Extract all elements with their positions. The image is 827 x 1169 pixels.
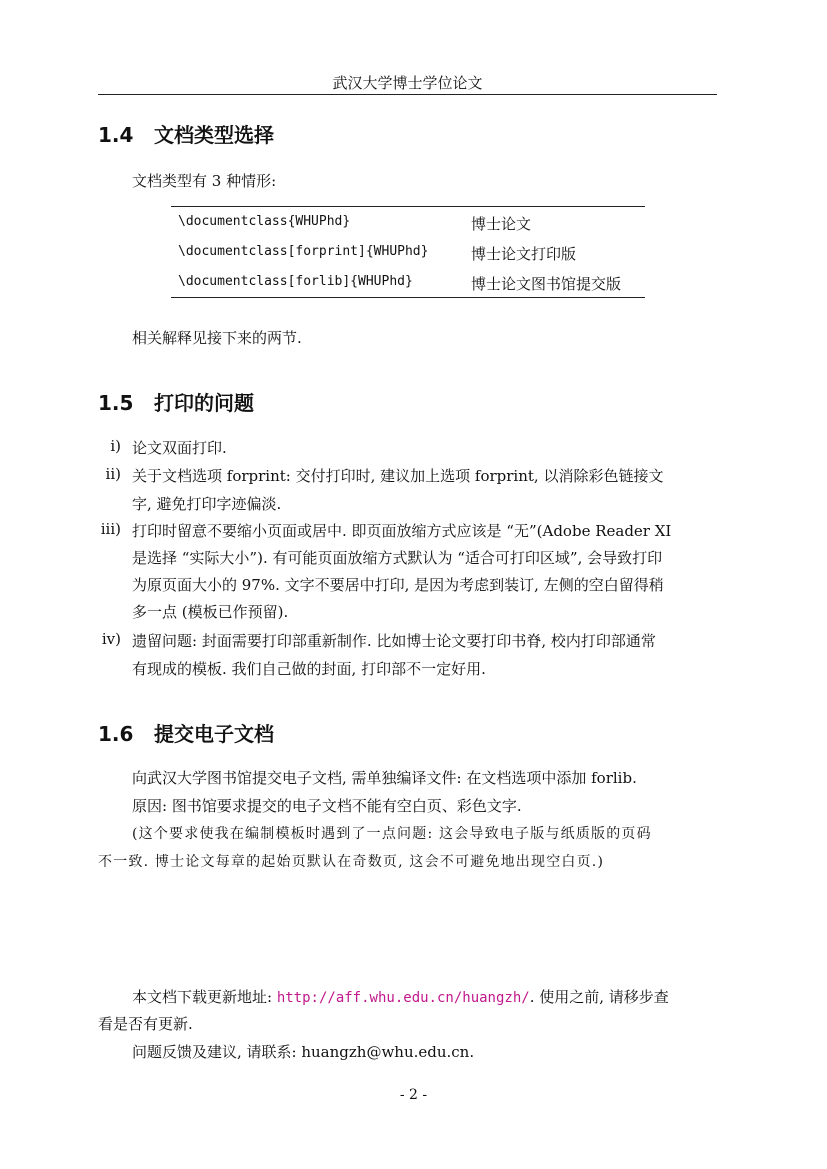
section-number: 1.4 xyxy=(98,123,134,147)
list-item-number: iv) xyxy=(101,630,121,648)
section-heading-1-6 xyxy=(98,718,274,747)
note-line: (这个要求使我在编制模板时遇到了一点问题: 这会导致电子版与纸质版的页码 xyxy=(132,826,652,842)
paragraph-after-table: 相关解释见接下来的两节. xyxy=(132,329,302,347)
table-row xyxy=(171,267,645,298)
list-item-number: iii) xyxy=(100,520,121,538)
page-number: - 2 - xyxy=(399,1087,428,1103)
paragraph-reason: 原因: 图书馆要求提交的电子文档不能有空白页、彩色文字. xyxy=(132,797,522,815)
list-item-line: 打印时留意不要缩小页面或居中. 即页面放缩方式应该是 “无”(Adobe Reader XI xyxy=(132,522,672,540)
list-item-number: ii) xyxy=(105,465,121,483)
list-item-line: 是选择 “实际大小”). 有可能页面放缩方式默认为 “适合可打印区域”, 会导致打印 xyxy=(132,549,663,567)
running-header: 武汉大学博士学位论文 xyxy=(332,74,483,92)
table-row xyxy=(171,237,645,267)
update-paragraph xyxy=(132,986,669,1007)
update-prefix: 本文档下载更新地址: xyxy=(132,988,277,1006)
section-number: 1.6 xyxy=(98,722,134,746)
section-heading-1-5 xyxy=(98,387,254,416)
feedback-paragraph: 问题反馈及建议, 请联系: huangzh@whu.edu.cn. xyxy=(132,1043,475,1061)
paragraph-intro: 文档类型有 3 种情形: xyxy=(132,172,277,190)
documentclass-table xyxy=(171,206,645,298)
table-cell-desc: 博士论文打印版 xyxy=(471,245,577,263)
list-item-line: 为原页面大小的 97%. 文字不要居中打印, 是因为考虑到装订, 左侧的空白留得稍 xyxy=(132,576,664,594)
table-row xyxy=(171,206,645,237)
list-item-line: 有现成的模板. 我们自己做的封面, 打印部不一定好用. xyxy=(132,660,486,678)
list-item-line: 字, 避免打印字迹偏淡. xyxy=(132,495,282,513)
header-rule xyxy=(98,94,717,95)
update-suffix: . 使用之前, 请移步查 xyxy=(529,988,669,1006)
list-item-number: i) xyxy=(110,437,121,455)
note-line: 不一致. 博士论文每章的起始页默认在奇数页, 这会不可避免地出现空白页.) xyxy=(98,854,605,870)
table-cell-code: \documentclass[forlib]{WHUPhd} xyxy=(178,274,413,289)
section-title: 提交电子文档 xyxy=(154,722,274,746)
section-number: 1.5 xyxy=(98,391,134,415)
table-cell-code: \documentclass[forprint]{WHUPhd} xyxy=(178,244,429,259)
section-title: 文档类型选择 xyxy=(154,123,274,147)
table-cell-desc: 博士论文图书馆提交版 xyxy=(471,275,622,293)
section-title: 打印的问题 xyxy=(154,391,254,415)
list-item-line: 关于文档选项 forprint: 交付打印时, 建议加上选项 forprint, 以消除彩色链接文 xyxy=(132,467,664,485)
list-item-line: 多一点 (模板已作预留). xyxy=(132,603,289,621)
table-cell-desc: 博士论文 xyxy=(471,215,532,233)
table-cell-code: \documentclass{WHUPhd} xyxy=(178,214,351,229)
section-heading-1-4 xyxy=(98,119,274,148)
update-link[interactable]: http://aff.whu.edu.cn/huangzh/ xyxy=(276,990,530,1006)
list-item-line: 遗留问题: 封面需要打印部重新制作. 比如博士论文要打印书脊, 校内打印部通常 xyxy=(132,632,656,650)
update-paragraph-cont: 看是否有更新. xyxy=(98,1015,193,1033)
list-item-line: 论文双面打印. xyxy=(132,439,227,457)
paragraph-forlib: 向武汉大学图书馆提交电子文档, 需单独编译文件: 在文档选项中添加 forlib. xyxy=(132,769,637,787)
